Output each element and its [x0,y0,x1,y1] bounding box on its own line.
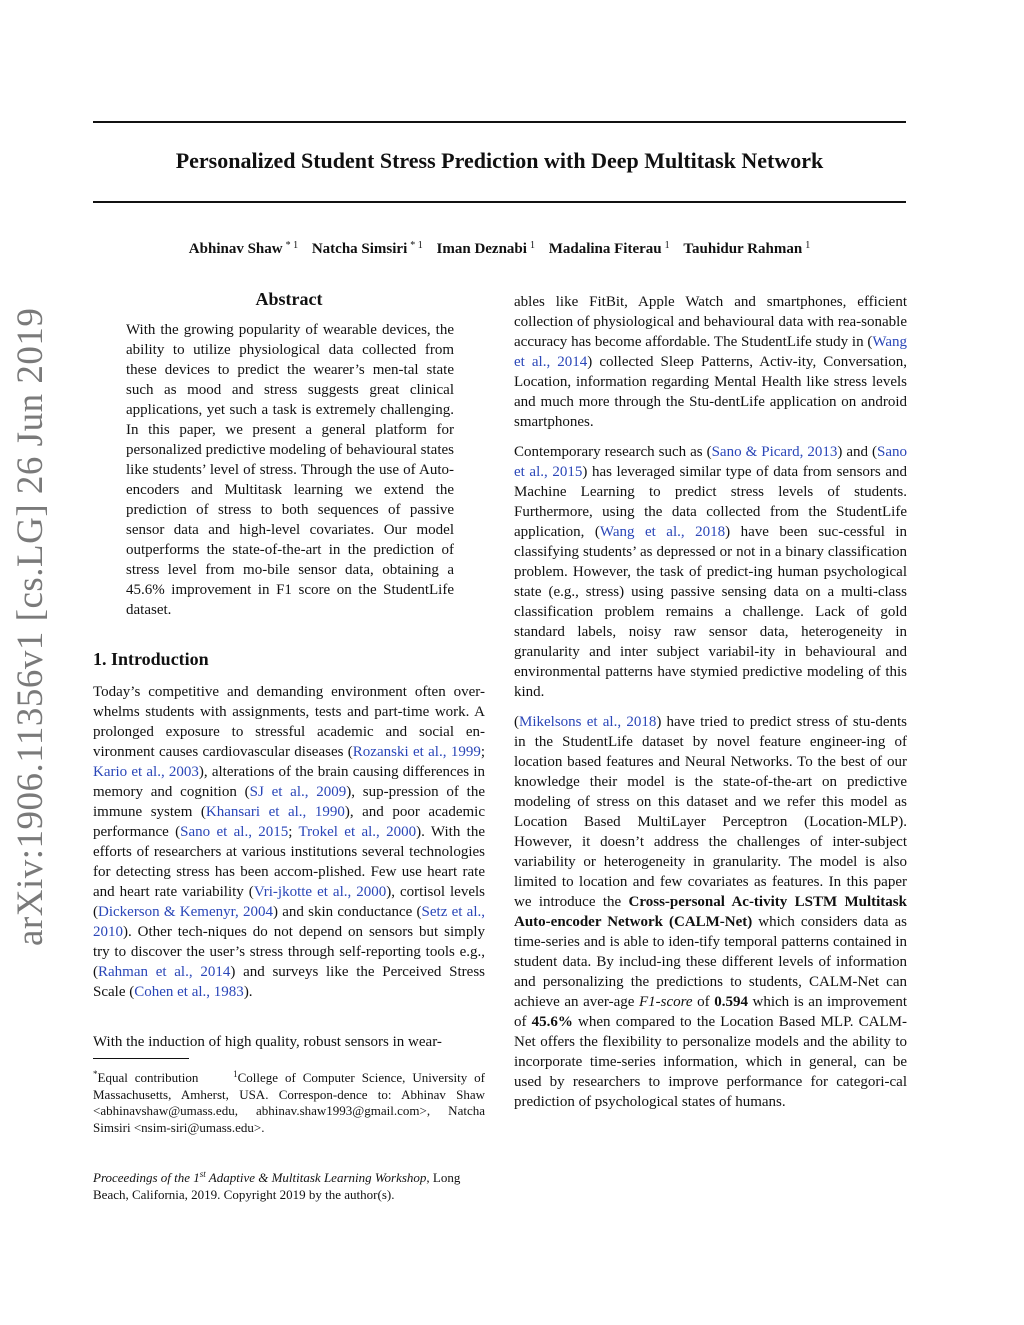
right-paragraph-1: ables like FitBit, Apple Watch and smartphones, efficient collection of physiological and behavioural data with rea-sonable accuracy has become affordable. The StudentLife study in (Wang et al., 2014) collected Sleep Patterns, Activ-ity, Conversation, Location, information regarding Mental Health like stress levels and much more through the Stu-dentLife application on android smartphones. [514,294,908,430]
intro-paragraph-1: Today’s competitive and demanding environment often over-whelms students with assignments, tests and part-time work. A prolonged exposure to stressful academic and social en-vironment causes cardiovascular diseases (Rozanski et al., 1999; Kario et al., 2003), alterations of the brain causing differences in memory and cognition (SJ et al., 2009), sup-pression of the immune system (Khansari et al., 1990), and poor academic performance (Sano et al., 2015; Trokel et al., 2000). With the efforts of researchers at various institutions several technologies for detecting stress has been accom-plished. Few use heart rate and heart rate variability (Vri-jkotte et al., 2000), cortisol levels (Dickerson & Kemenyr, 2004) and skin conductance (Setz et al., 2010). Other tech-niques do not depend on sensors but simply try to discover the user’s stress through self-reporting tools e.g., (Rahman et al., 2014) and surveys like the Perceived Stress Scale (Cohen et al., 1983). [93,684,486,1000]
citation-link[interactable]: Sano & Picard, 2013 [711,444,838,460]
author-list [93,235,906,260]
author-3: Iman Deznabi $^1$ [436,240,535,257]
citation-link[interactable]: Sano et al., 2015 [514,444,907,480]
citation-link[interactable]: Dickerson & Kemenyr, 2004 [98,904,273,920]
intro-heading: 1. Introduction [93,649,209,669]
footnote-rule [93,1058,189,1059]
citation-link[interactable]: Wang et al., 2014 [514,334,907,370]
proceedings-note: Proceedings of the 1st Adaptive & Multitask Learning Workshop, Long Beach, California, 2019. Copyright 2019 by the author(s). [93,1169,461,1202]
citation-link[interactable]: Rahman et al., 2014 [98,964,231,980]
right-paragraph-2: Contemporary research such as (Sano & Picard, 2013) and (Sano et al., 2015) has leveraged similar type of data from sensors and Machine Learning to predict stress levels of students. Furthermore, using the data collected from the StudentLife application, (Wang et al., 2018) have been suc-cessful in classifying students’ as depressed or not in a binary classification problem. However, the task of predict-ing human psychological state (e.g., stress) using passive sensing data on a multi-class classification problem remains a challenge. Lack of gold standard labels, noisy raw sensor data, heterogeneity in granularity and inter subject variabil-ity in behavioural and environmental patterns have stymied predictive modeling of this kind. [514,444,908,700]
right-paragraph-3: (Mikelsons et al., 2018) have tried to predict stress of stu-dents in the StudentLife dataset by novel feature engineer-ing of location based features and Neural Networks. To the best of our knowledge their model is the state-of-the-art on predictive modeling of stress on this dataset and we refer this model as Location Based MultiLayer Perceptron (Location-MLP). However, it doesn’t address the challenges of inter-subject variability or heterogeneity in granularity. The model is also limited to location and few covariates as features. In this paper we introduce the Cross-personal Ac-tivity LSTM Multitask Auto-encoder Network (CALM-Net) which considers data as time-series and is able to iden-tify temporal patterns contained in student data. By includ-ing these different levels of information and personalizing the predictions to students, CALM-Net can achieve an aver-age F1-score of 0.594 which is an improvement of 45.6% when compared to the Location Based MLP. CALM-Net offers the flexibility to personalize models and the ability to incorporate time-series information, which in general, can be used by researchers to improve performance for categori-cal prediction of psychological states of humans. [514,714,908,1110]
title-top-rule [93,121,906,123]
citation-link[interactable]: Vri-jkotte et al., 2000 [253,884,387,900]
author-1: Abhinav Shaw $^{* 1}$ [188,240,299,257]
citation-link[interactable]: Sano et al., 2015 [180,824,289,840]
citation-link[interactable]: Trokel et al., 2000 [298,824,417,840]
citation-link[interactable]: Wang et al., 2018 [599,524,726,540]
citation-link[interactable]: Mikelsons et al., 2018 [519,714,657,730]
arxiv-identifier: arXiv:1906.11356v1 [cs.LG] 26 Jun 2019 [10,307,51,946]
paper-title: Personalized Student Stress Prediction with Deep Multitask Network [175,148,824,173]
intro-paragraph-2-start: With the induction of high quality, robust sensors in wear- [93,1034,442,1050]
abstract-heading: Abstract [255,289,323,309]
author-4: Madalina Fiterau $^1$ [548,240,670,257]
citation-link[interactable]: Setz et al., 2010 [93,904,485,940]
author-2: Natcha Simsiri $^{* 1}$ [311,240,423,257]
citation-link[interactable]: Cohen et al., 1983 [134,984,244,1000]
footnote: *Equal contribution $^1$College of Computer Science, University of Massachusetts, Amherst, USA. Correspon-dence to: Abhinav Shaw <abhinavshaw@umass.edu, abhinav.shaw1993@gmail.com>, Natcha Simsiri <nsim-siri@umass.edu>. [93,1069,485,1135]
citation-link[interactable]: Rozanski et al., 1999 [352,744,481,760]
abstract-text: With the growing popularity of wearable devices, the ability to utilize physiological data collected from these devices to predict the wearer’s men-tal state such as mood and stress suggests great clinical applications, yet such a task is extremely challenging. In this paper, we present a general platform for personalized predictive modeling of behavioural states like students’ level of stress. Through the use of Auto-encoders and Multitask learning we extend the prediction of stress to both sequences of passive sensor data and high-level covariates. Our model outperforms the state-of-the-art in the prediction of stress level from mo-bile sensor data, obtaining a 45.6% improvement in F1 score on the StudentLife dataset. [126,322,454,618]
citation-link[interactable]: SJ et al., 2009 [249,784,347,800]
citation-link[interactable]: Khansari et al., 1990 [205,804,345,820]
citation-link[interactable]: Kario et al., 2003 [93,764,199,780]
author-5: Tauhidur Rahman $^1$ [683,240,811,257]
title-bottom-rule [93,201,906,203]
